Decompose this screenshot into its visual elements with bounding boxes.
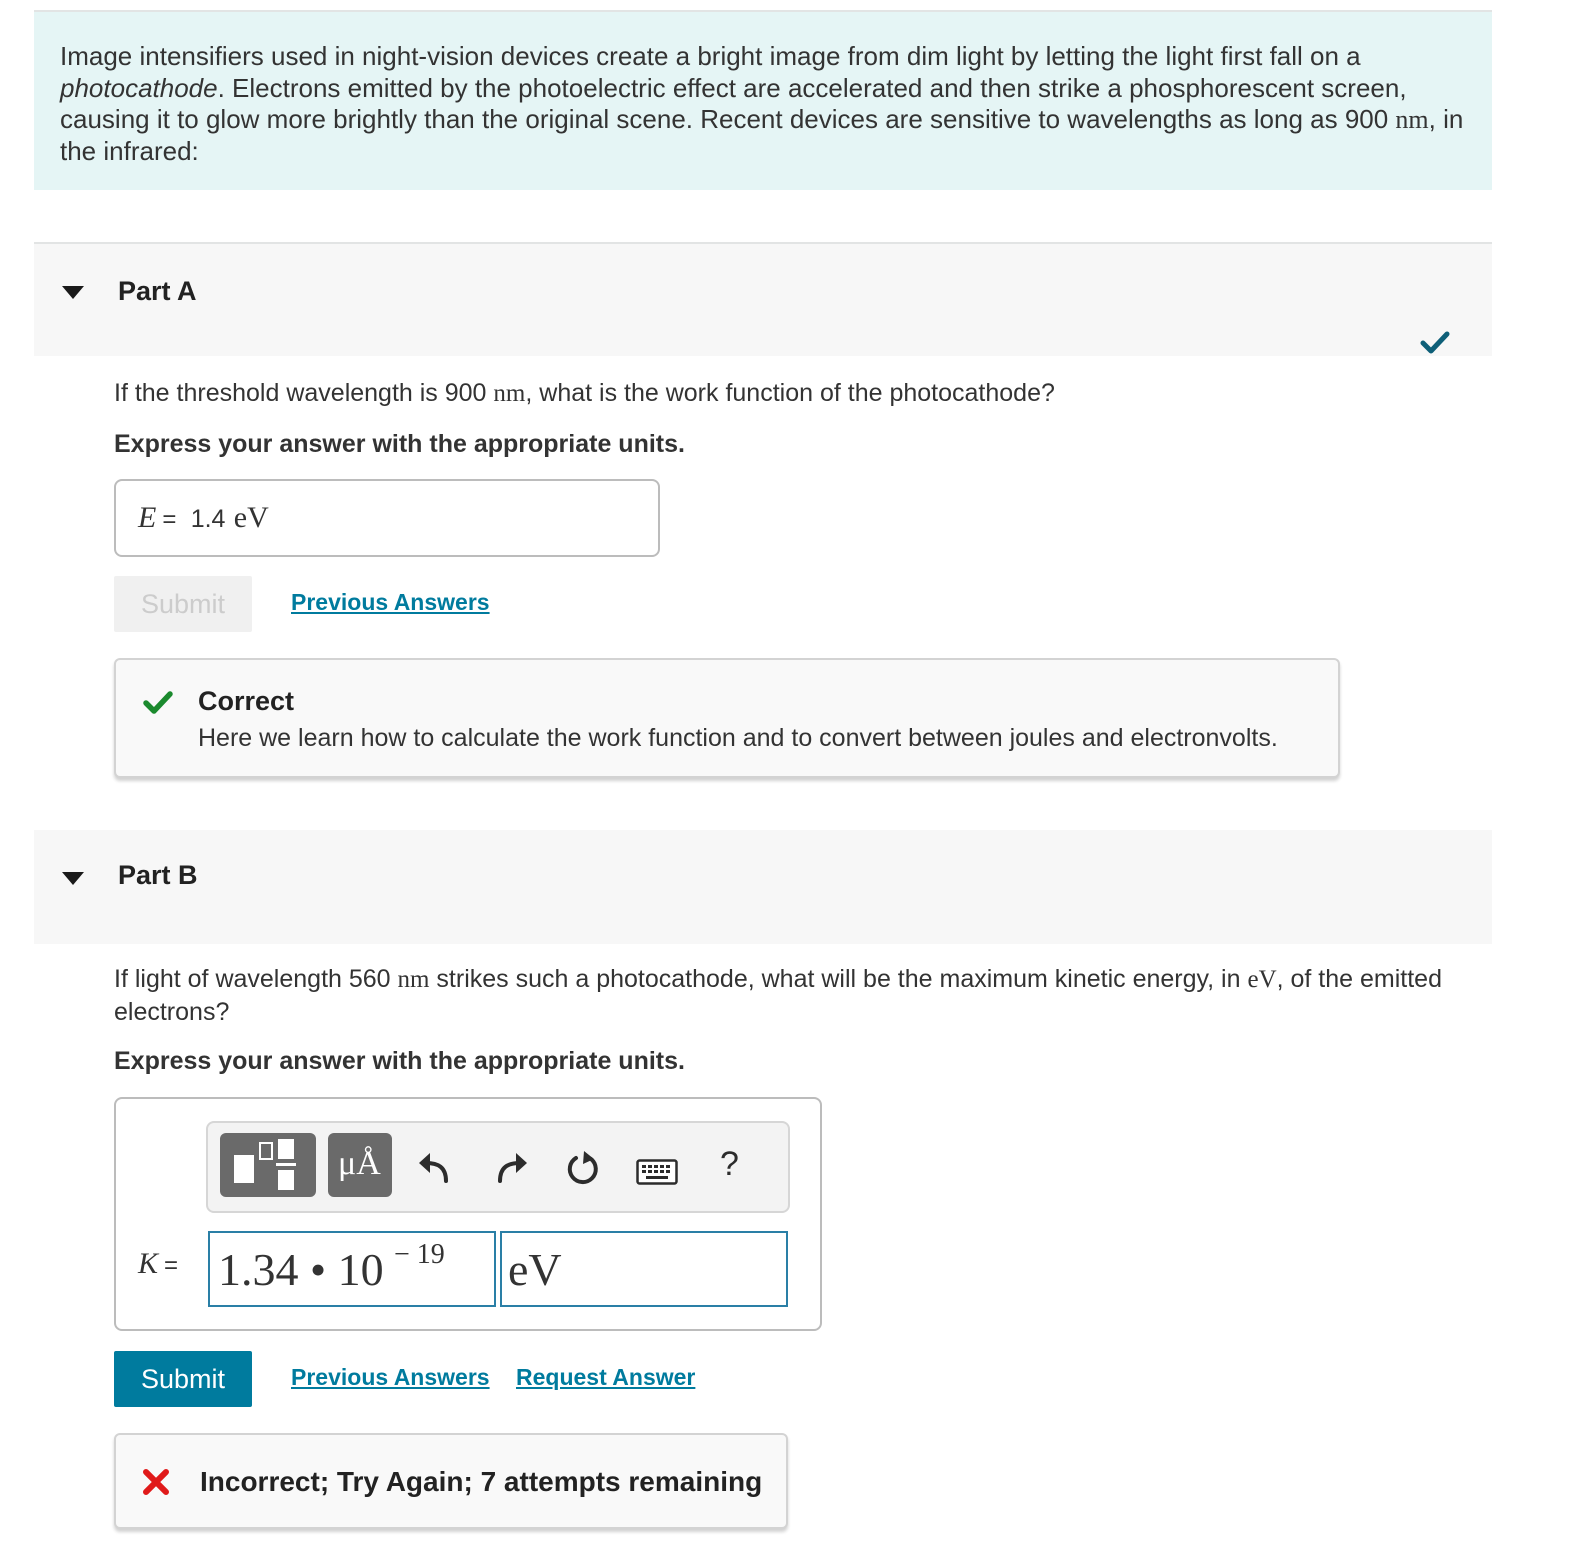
part-b-variable-label: K = [138,1247,179,1280]
units-input[interactable] [500,1231,788,1307]
feedback-title: Correct [198,686,295,716]
feedback-message: Here we learn how to calculate the work function and to convert between joules and electronvolts. [198,724,1278,752]
part-b-header[interactable] [34,830,1492,944]
part-b-previous-answers-link[interactable]: Previous Answers [291,1364,490,1390]
units-button[interactable] [328,1133,392,1197]
keyboard-icon[interactable] [636,1159,678,1185]
part-b-title: Part B [118,860,198,890]
math-toolbar [206,1121,790,1213]
part-b-answer-box [114,1097,822,1331]
correct-check-icon [142,690,174,716]
part-a-answer-box [114,479,660,557]
intro-panel [34,10,1492,190]
part-a-answer: E = 1.4 eV [138,501,269,534]
part-b-submit-button[interactable]: Submit [114,1351,252,1407]
check-icon [1420,330,1450,356]
value-exponent: − 19 [394,1239,445,1270]
units-value: eV [508,1244,562,1295]
caret-down-icon[interactable] [62,286,84,299]
part-a-feedback [114,658,1340,778]
reset-icon[interactable] [564,1149,602,1189]
part-a-previous-answers-link[interactable]: Previous Answers [291,589,490,615]
part-a-question: If the threshold wavelength is 900 nm, what is the work function of the photocathode? [114,379,1055,407]
part-a-instruction: Express your answer with the appropriate units. [114,430,685,458]
incorrect-x-icon [142,1468,170,1496]
caret-down-icon[interactable] [62,872,84,885]
part-b-instruction: Express your answer with the appropriate units. [114,1047,685,1075]
part-a-header[interactable] [34,242,1492,356]
part-a-submit-button[interactable]: Submit [114,576,252,632]
undo-icon[interactable] [416,1149,452,1187]
value-input[interactable] [208,1231,496,1307]
request-answer-link[interactable]: Request Answer [516,1364,696,1390]
intro-italic-term: photocathode [60,72,218,103]
part-b-feedback [114,1433,788,1529]
fraction-template-icon [220,1133,316,1197]
redo-icon[interactable] [494,1149,530,1187]
units-label: μÅ [338,1145,381,1182]
intro-text: Image intensifiers used in night-vision devices create a bright image from dim light by letting the light first fall on a photocathode. Electrons emitted by the photoelectric effect are accelerated and then strike a phosphorescent screen, causing it to glow more brightly than the original scene. Recent devices are sensitive to wavelengths as long as 900 nm, in the infrared: [60,41,1464,166]
part-a-title: Part A [118,276,197,306]
template-button[interactable] [220,1133,316,1197]
help-button[interactable]: ? [720,1145,739,1183]
value-mantissa: 1.34 • 10 [218,1244,384,1295]
part-b-question: If light of wavelength 560 nm strikes such a photocathode, what will be the maximum kinetic energy, in eV, of the emitted electrons? [114,965,1442,1026]
feedback-message: Incorrect; Try Again; 7 attempts remaining [200,1466,763,1497]
